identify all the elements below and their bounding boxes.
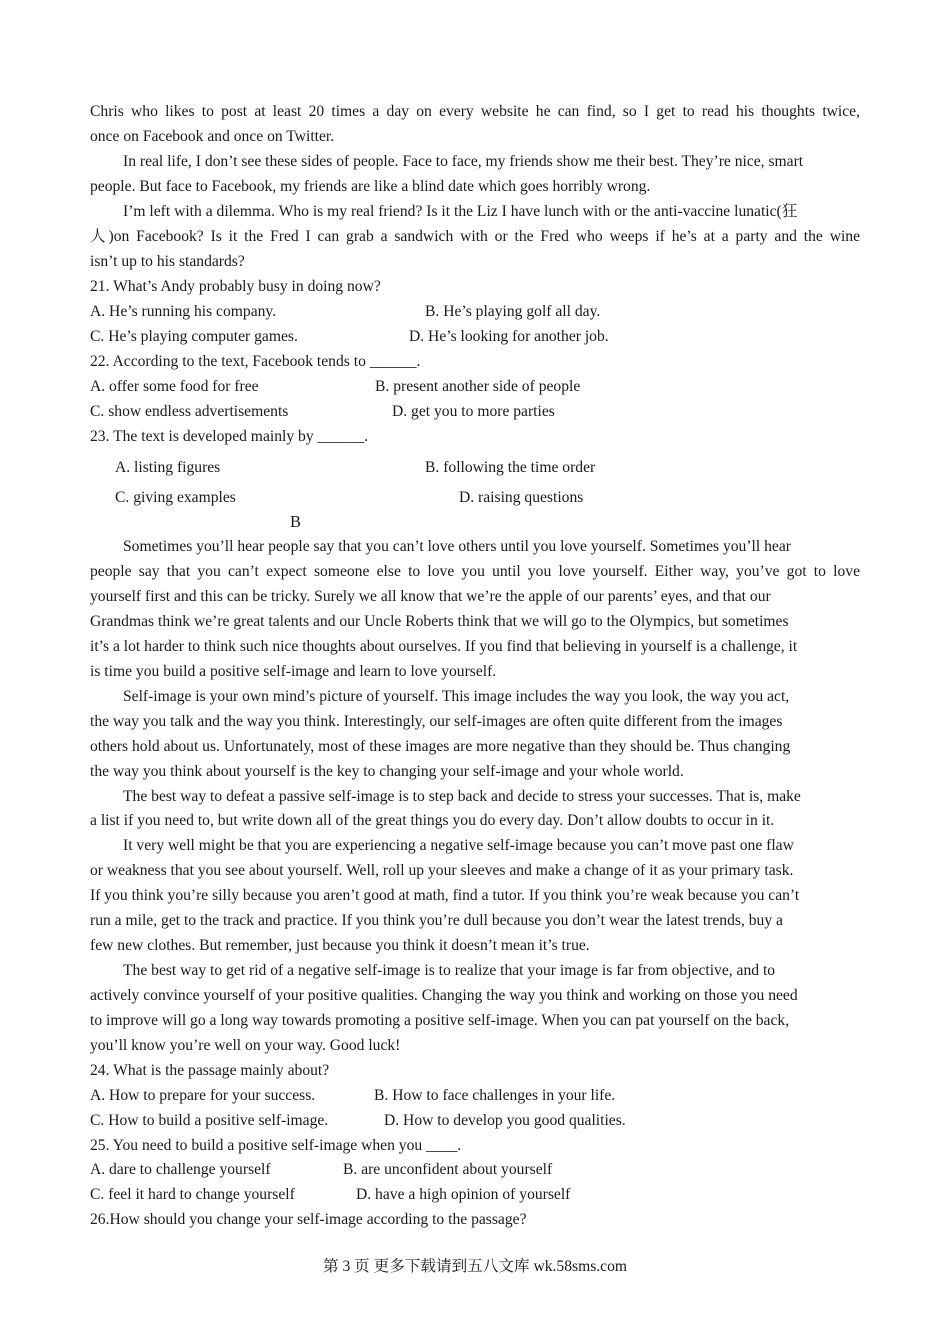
- question-stem: 25. You need to build a positive self-image when you ____.: [90, 1137, 462, 1154]
- option-b: B. are unconfident about yourself: [343, 1161, 553, 1178]
- passage-b-line: few new clothes. But remember, just because you think it doesn’t mean it’s true.: [90, 937, 590, 954]
- section-heading: B: [290, 512, 302, 531]
- passage-b-line: to improve will go a long way towards promoting a positive self-image. When you can pat yourself on the back,: [90, 1012, 790, 1029]
- passage-a-line: once on Facebook and once on Twitter.: [90, 128, 335, 145]
- passage-a-line: isn’t up to his standards?: [90, 253, 245, 270]
- passage-b-line: the way you think about yourself is the key to changing your self-image and your whole world.: [90, 763, 684, 780]
- passage-a-line: people. But face to Facebook, my friends are like a blind date which goes horribly wrong.: [90, 178, 651, 195]
- option-b: B. following the time order: [425, 459, 596, 476]
- passage-b-line: Self-image is your own mind’s picture of yourself. This image includes the way you look, the way you act,: [123, 688, 790, 705]
- passage-a-line: Chris who likes to post at least 20 times a day on every website he can find, so I get to read his thoughts twice,: [90, 103, 860, 120]
- passage-b-line: The best way to get rid of a negative self-image is to realize that your image is far from objective, and to: [123, 962, 776, 979]
- passage-b-line: actively convince yourself of your positive qualities. Changing the way you think and working on those you need: [90, 987, 798, 1004]
- option-d: D. have a high opinion of yourself: [356, 1186, 571, 1203]
- question-stem: 26.How should you change your self-image according to the passage?: [90, 1211, 527, 1228]
- option-c: C. How to build a positive self-image.: [90, 1112, 329, 1129]
- passage-b-line: It very well might be that you are experiencing a negative self-image because you can’t move past one flaw: [123, 837, 794, 854]
- option-c: C. giving examples: [115, 489, 236, 506]
- passage-b-line: a list if you need to, but write down all of the great things you do every day. Don’t allow doubts to occur in it.: [90, 812, 775, 829]
- option-a: A. How to prepare for your success.: [90, 1087, 316, 1104]
- passage-b-line: yourself first and this can be tricky. Surely we all know that we’re the apple of our parents’ eyes, and that our: [90, 588, 771, 605]
- option-a: A. listing figures: [115, 459, 221, 476]
- passage-b-line: If you think you’re silly because you aren’t good at math, find a tutor. If you think you’re weak because you can’t: [90, 887, 800, 904]
- passage-b-line: Grandmas think we’re great talents and our Uncle Roberts think that we will go to the Olympics, but sometimes: [90, 613, 789, 630]
- passage-b-line: you’ll know you’re well on your way. Good luck!: [90, 1037, 401, 1054]
- passage-b-line: people say that you can’t expect someone else to love you until you love yourself. Either way, you’ve got to love: [90, 563, 860, 580]
- option-c: C. show endless advertisements: [90, 403, 289, 420]
- passage-a-line: I’m left with a dilemma. Who is my real friend? Is it the Liz I have lunch with or the anti-vaccine lunatic(狂: [123, 203, 798, 220]
- option-c: C. He’s playing computer games.: [90, 328, 298, 345]
- passage-b-line: is time you build a positive self-image and learn to love yourself.: [90, 663, 497, 680]
- option-d: D. He’s looking for another job.: [409, 328, 609, 345]
- question-stem: 23. The text is developed mainly by ______.: [90, 428, 369, 445]
- option-b: B. How to face challenges in your life.: [374, 1087, 616, 1104]
- question-stem: 24. What is the passage mainly about?: [90, 1062, 330, 1079]
- option-b: B. present another side of people: [375, 378, 581, 395]
- question-stem: 22. According to the text, Facebook tends to ______.: [90, 353, 421, 370]
- option-c: C. feel it hard to change yourself: [90, 1186, 295, 1203]
- option-d: D. How to develop you good qualities.: [384, 1112, 626, 1129]
- passage-b-line: run a mile, get to the track and practice. If you think you’re dull because you don’t wear the latest trends, buy a: [90, 912, 783, 929]
- passage-a-line: In real life, I don’t see these sides of people. Face to face, my friends show me their best. They’re nice, smart: [123, 153, 804, 170]
- question-stem: 21. What’s Andy probably busy in doing now?: [90, 278, 381, 295]
- option-a: A. dare to challenge yourself: [90, 1161, 271, 1178]
- passage-b-line: others hold about us. Unfortunately, most of these images are more negative than they should be. Thus changing: [90, 738, 791, 755]
- passage-b-line: it’s a lot harder to think such nice thoughts about ourselves. If you find that believing in yourself is a challenge, it: [90, 638, 798, 655]
- passage-b-line: The best way to defeat a passive self-image is to step back and decide to stress your successes. That is, make: [123, 788, 801, 805]
- option-a: A. offer some food for free: [90, 378, 259, 395]
- passage-b-line: Sometimes you’ll hear people say that you can’t love others until you love yourself. Sometimes you’ll hear: [123, 538, 791, 555]
- page-footer: 第 3 页 更多下载请到五八文库 wk.58sms.com: [322, 1258, 628, 1275]
- passage-a-line: 人)on Facebook? Is it the Fred I can grab a sandwich with or the Fred who weeps if he’s at a party and the wine: [90, 228, 860, 245]
- passage-b-line: the way you talk and the way you think. Interestingly, our self-images are often quite different from the images: [90, 713, 783, 730]
- option-b: B. He’s playing golf all day.: [425, 303, 601, 320]
- option-d: D. get you to more parties: [392, 403, 555, 420]
- passage-b-line: or weakness that you see about yourself. Well, roll up your sleeves and make a change of it as your primary task.: [90, 862, 794, 879]
- option-a: A. He’s running his company.: [90, 303, 277, 320]
- option-d: D. raising questions: [459, 489, 584, 506]
